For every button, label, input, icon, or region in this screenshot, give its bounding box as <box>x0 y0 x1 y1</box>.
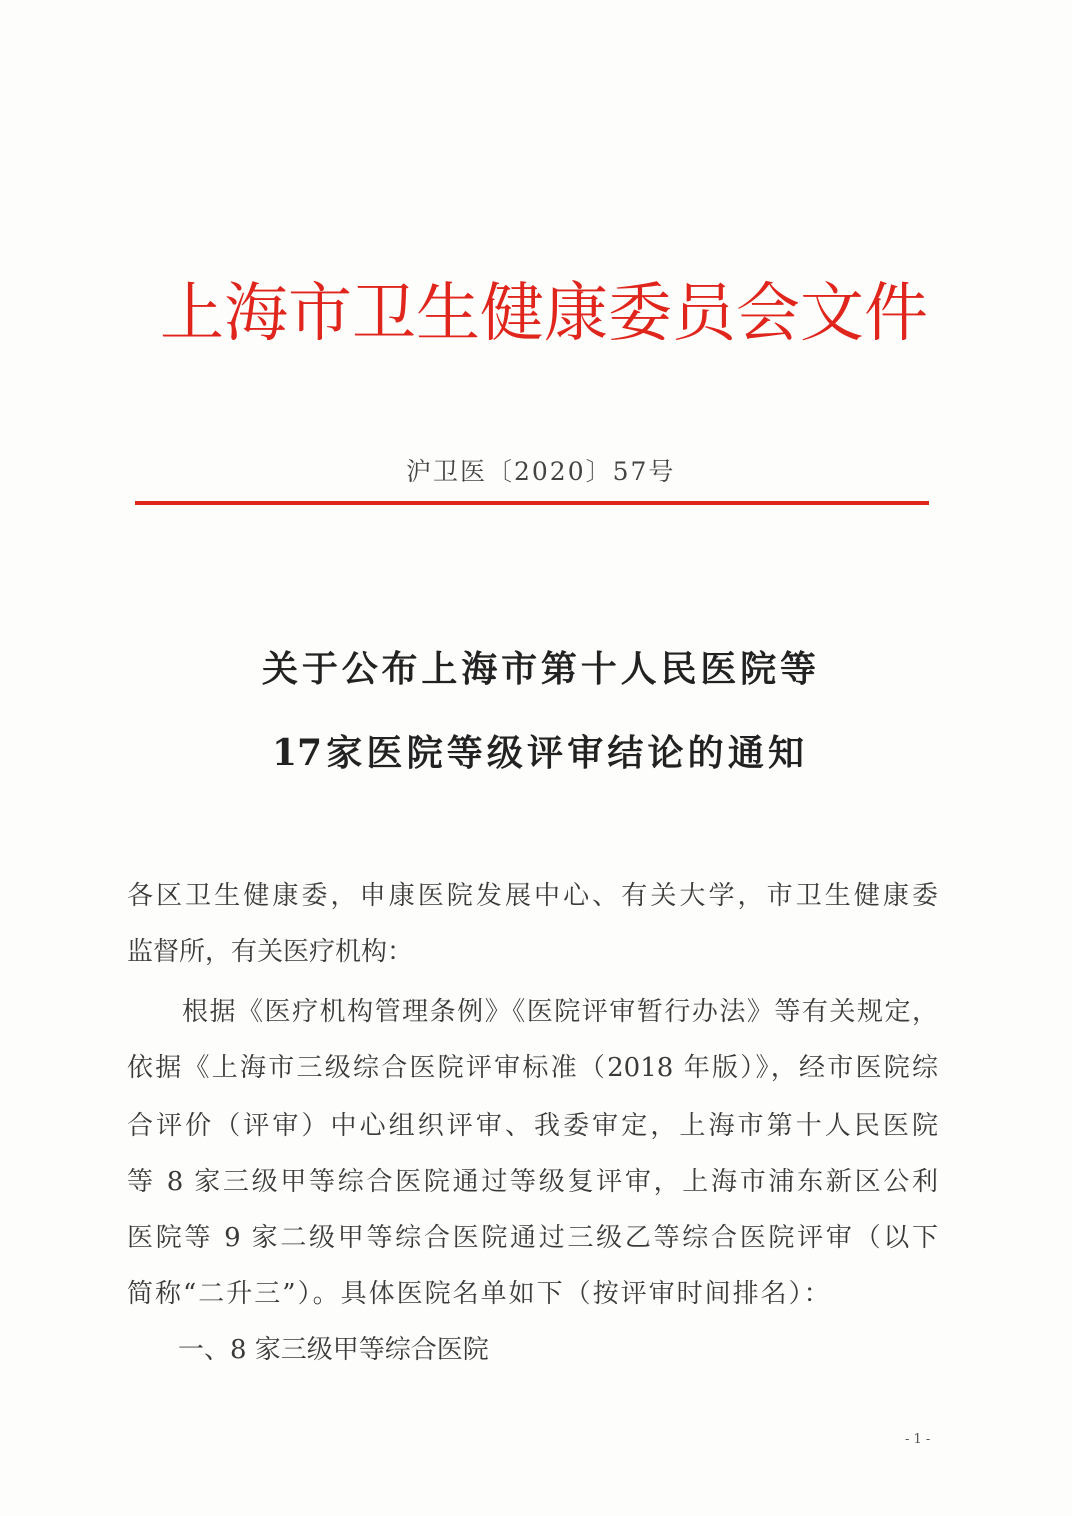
addressee-line-2: 监督所，有关医疗机构： <box>127 937 414 967</box>
page-number: - 1 - <box>905 1432 931 1447</box>
section-heading: 一、8 家三级甲等综合医院 <box>178 1335 489 1365</box>
notice-title-line-1: 关于公布上海市第十人民医院等 <box>262 648 816 690</box>
issuing-authority-header: 上海市卫生健康委员会文件 <box>160 277 928 351</box>
addressee-line-1: 各区卫生健康委，申康医院发展中心、有关大学，市卫生健康委 <box>127 881 938 911</box>
body-line: 合评价（评审）中心组织评审、我委审定，上海市第十人民医院 <box>127 1111 938 1141</box>
body-line: 依据《上海市三级综合医院评审标准（2018 年版）》，经市医院综 <box>127 1053 938 1083</box>
document-number: 沪卫医〔2020〕57号 <box>406 457 676 486</box>
body-line: 等 8 家三级甲等综合医院通过等级复评审，上海市浦东新区公利 <box>127 1167 938 1197</box>
body-line: 根据《医疗机构管理条例》《医院评审暂行办法》等有关规定， <box>182 997 938 1027</box>
body-line: 简称“二升三”）。具体医院名单如下（按评审时间排名）： <box>127 1279 832 1309</box>
body-line: 医院等 9 家二级甲等综合医院通过三级乙等综合医院评审（以下 <box>127 1223 938 1253</box>
notice-title-line-2: 17家医院等级评审结论的通知 <box>272 732 804 774</box>
red-divider-line <box>135 501 929 505</box>
